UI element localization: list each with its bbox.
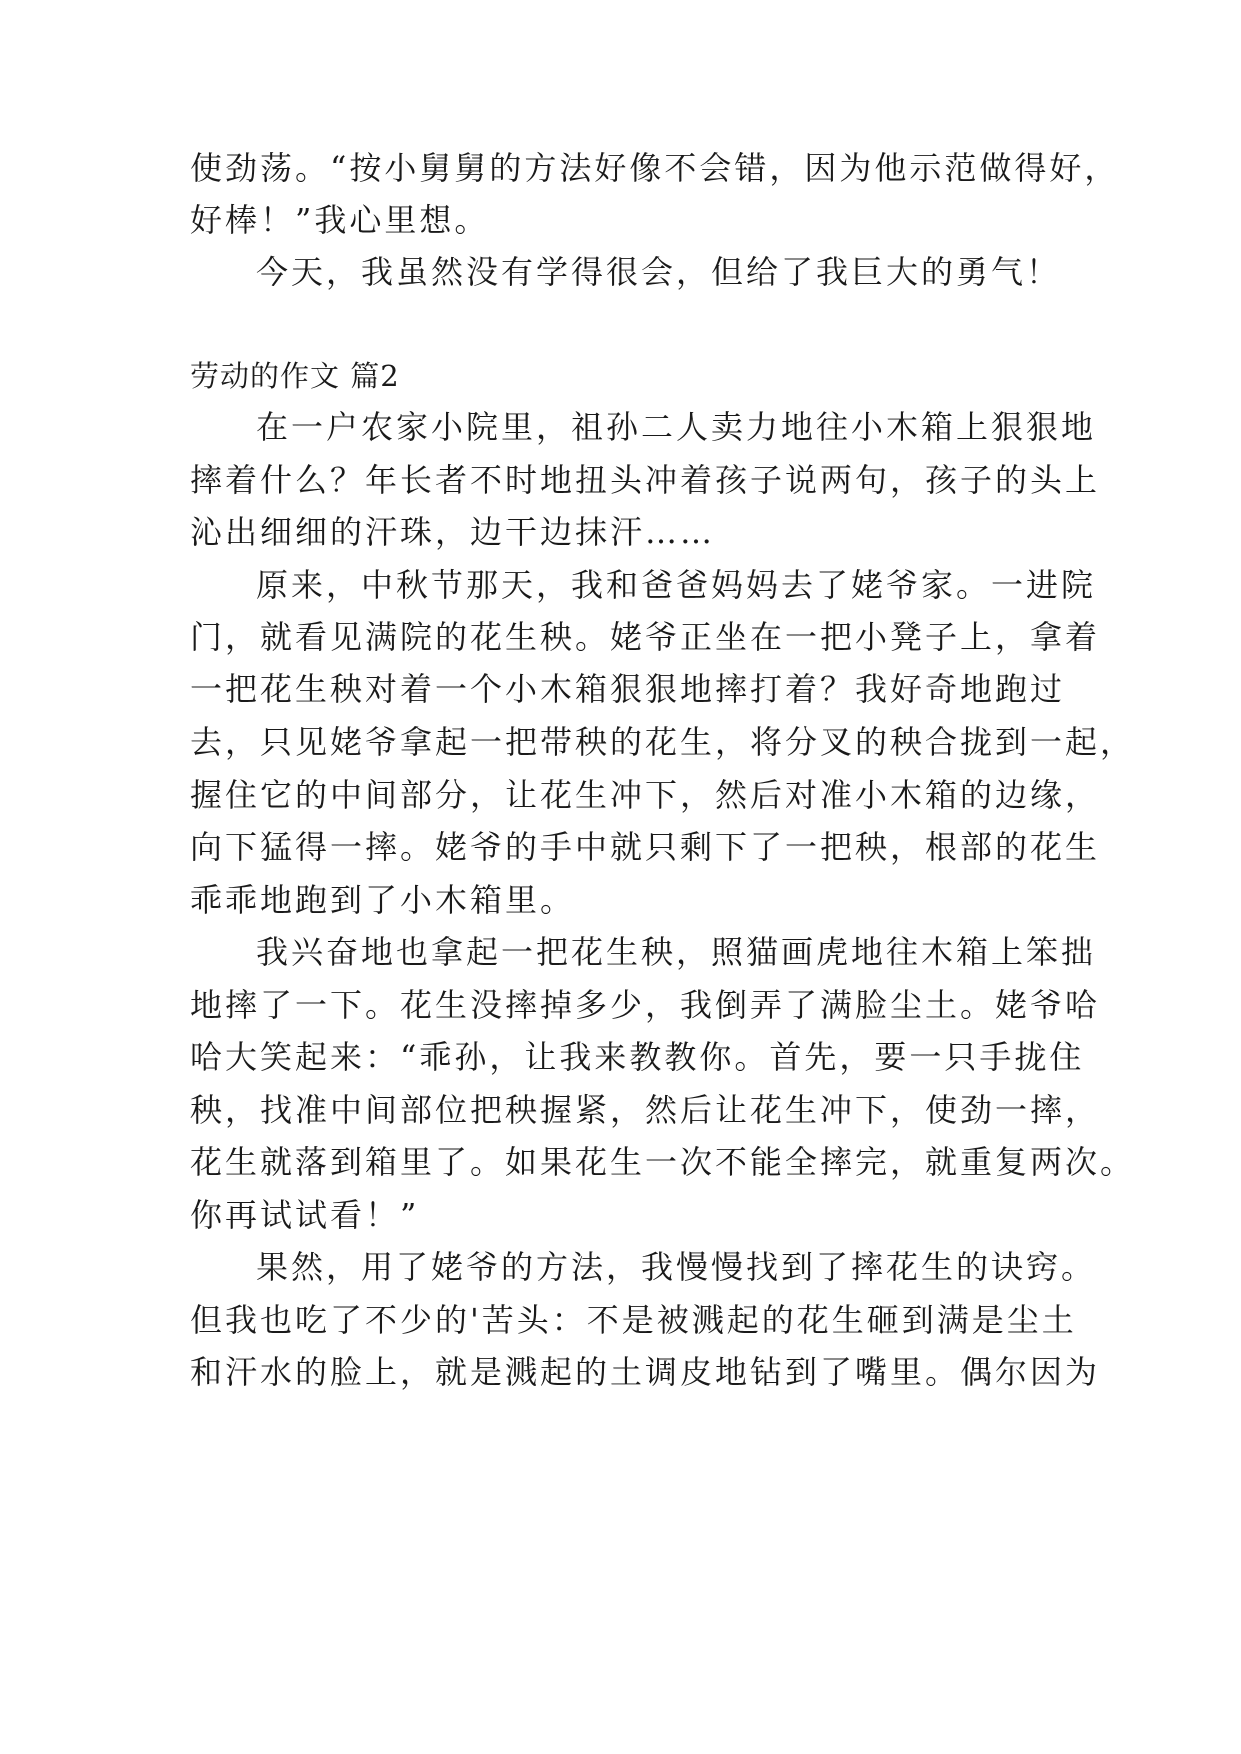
- paragraph-line: 好棒！”我心里想。: [190, 201, 490, 239]
- paragraph-line: 向下猛得一摔。姥爷的手中就只剩下了一把秧，根部的花生: [190, 828, 1101, 866]
- paragraph-line: 使劲荡。“按小舅舅的方法好像不会错，因为他示范做得好，: [190, 149, 1120, 187]
- paragraph-line: 原来，中秋节那天，我和爸爸妈妈去了姥爷家。一进院: [256, 566, 1097, 604]
- paragraph-line: 门，就看见满院的花生秧。姥爷正坐在一把小凳子上，拿着: [190, 618, 1101, 656]
- paragraph-line: 果然，用了姥爷的方法，我慢慢找到了摔花生的诀窍。: [256, 1248, 1097, 1286]
- paragraph-line: 哈大笑起来：“乖孙，让我来教教你。首先，要一只手拢住: [190, 1038, 1085, 1076]
- paragraph-line: 摔着什么？年长者不时地扭头冲着孩子说两句，孩子的头上: [190, 461, 1101, 499]
- paragraph-line: 秧，找准中间部位把秧握紧，然后让花生冲下，使劲一摔，: [190, 1091, 1101, 1129]
- section-heading: 劳动的作文 篇2: [190, 359, 400, 393]
- paragraph-line: 去，只见姥爷拿起一把带秧的花生，将分叉的秧合拢到一起，: [190, 723, 1136, 761]
- paragraph-line: 今天，我虽然没有学得很会，但给了我巨大的勇气！: [256, 253, 1062, 291]
- paragraph-line: 握住它的中间部分，让花生冲下，然后对准小木箱的边缘，: [190, 776, 1101, 814]
- paragraph-line: 地摔了一下。花生没摔掉多少，我倒弄了满脸尘土。姥爷哈: [190, 986, 1101, 1024]
- paragraph-line: 花生就落到箱里了。如果花生一次不能全摔完，就重复两次。: [190, 1143, 1136, 1181]
- paragraph-line: 但我也吃了不少的'苦头：不是被溅起的花生砸到满是尘土: [190, 1301, 1077, 1339]
- paragraph-line: 沁出细细的汗珠，边干边抹汗……: [190, 513, 716, 551]
- paragraph-line: 和汗水的脸上，就是溅起的土调皮地钻到了嘴里。偶尔因为: [190, 1353, 1101, 1391]
- paragraph-line: 我兴奋地也拿起一把花生秧，照猫画虎地往木箱上笨拙: [256, 933, 1097, 971]
- paragraph-line: 在一户农家小院里，祖孙二人卖力地往小木箱上狠狠地: [256, 408, 1097, 446]
- paragraph-line: 你再试试看！”: [190, 1196, 420, 1234]
- paragraph-line: 一把花生秧对着一个小木箱狠狠地摔打着？我好奇地跑过: [190, 670, 1066, 708]
- paragraph-line: 乖乖地跑到了小木箱里。: [190, 881, 576, 919]
